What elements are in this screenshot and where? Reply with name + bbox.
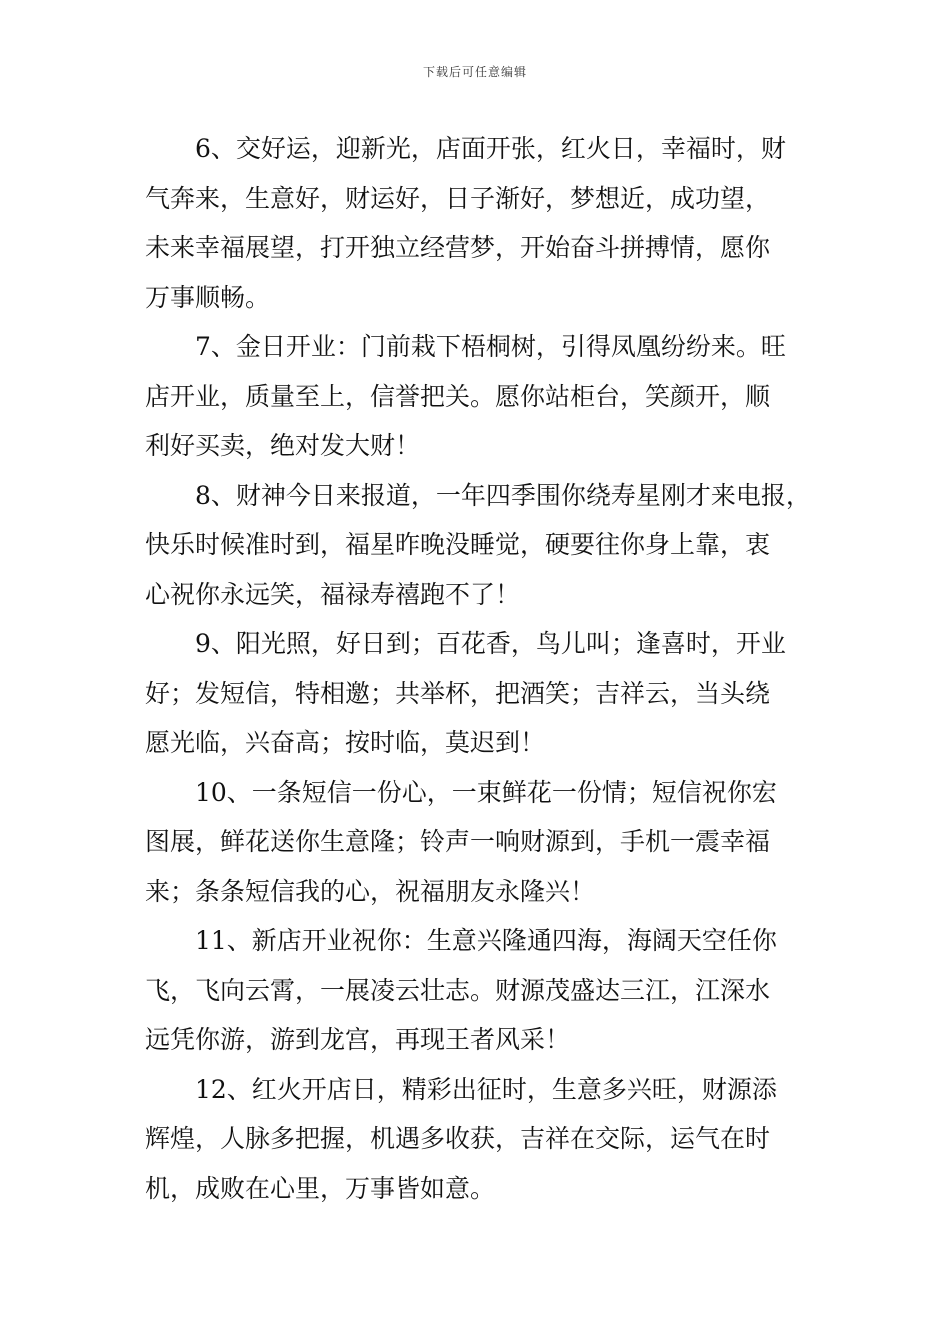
paragraph-line: 10、一条短信一份心，一束鲜花一份情；短信祝你宏	[195, 777, 777, 807]
paragraph-line: 11、新店开业祝你：生意兴隆通四海，海阔天空任你	[195, 926, 777, 955]
paragraph-line: 图展，鲜花送你生意隆；铃声一响财源到，手机一震幸福	[145, 827, 771, 856]
paragraph-line: 气奔来，生意好，财运好，日子渐好，梦想近，成功望，	[145, 183, 771, 213]
paragraph-line: 利好买卖，绝对发大财！	[145, 431, 421, 460]
paragraph-line: 快乐时候准时到，福星昨晚没睡觉，硬要往你身上靠，衷	[145, 530, 771, 559]
paragraph-line: 愿光临，兴奋高；按时临，莫迟到！	[145, 728, 546, 757]
paragraph-8	[145, 471, 830, 620]
paragraph-7	[145, 322, 830, 471]
paragraph-6	[145, 124, 830, 322]
paragraph-10	[145, 768, 830, 917]
paragraph-line: 远凭你游，游到龙宫，再现王者风采！	[145, 1025, 571, 1054]
paragraph-line: 9、阳光照，好日到；百花香，鸟儿叫；逢喜时，开业	[195, 629, 786, 658]
paragraph-line: 飞，飞向云霄，一展凌云壮志。财源茂盛达三江，江深水	[145, 975, 771, 1005]
paragraph-12	[145, 1065, 830, 1214]
paragraph-line: 6、交好运，迎新光，店面开张，红火日，幸福时，财	[195, 134, 786, 163]
paragraph-line: 8、财神今日来报道，一年四季围你绕寿星刚才来电报，	[195, 480, 811, 510]
paragraph-line: 万事顺畅。	[145, 282, 271, 312]
document-body	[145, 124, 830, 1213]
paragraph-11	[145, 916, 830, 1065]
paragraph-line: 好；发短信，特相邀；共举杯，把酒笑；吉祥云，当头绕	[145, 678, 771, 708]
paragraph-line: 辉煌，人脉多把握，机遇多收获，吉祥在交际，运气在时	[145, 1124, 771, 1153]
page-header: 下载后可任意编辑	[422, 65, 527, 79]
paragraph-line: 7、金日开业：门前栽下梧桐树，引得凤凰纷纷来。旺	[195, 332, 786, 361]
paragraph-9	[145, 619, 830, 768]
paragraph-line: 来；条条短信我的心，祝福朋友永隆兴！	[145, 876, 596, 906]
paragraph-line: 12、红火开店日，精彩出征时，生意多兴旺，财源添	[195, 1074, 777, 1104]
paragraph-line: 机，成败在心里，万事皆如意。	[145, 1173, 496, 1203]
paragraph-line: 店开业，质量至上，信誉把关。愿你站柜台，笑颜开，顺	[145, 381, 771, 411]
paragraph-line: 心祝你永远笑，福禄寿禧跑不了！	[145, 579, 521, 609]
paragraph-line: 未来幸福展望，打开独立经营梦，开始奋斗拼搏情，愿你	[145, 233, 771, 262]
